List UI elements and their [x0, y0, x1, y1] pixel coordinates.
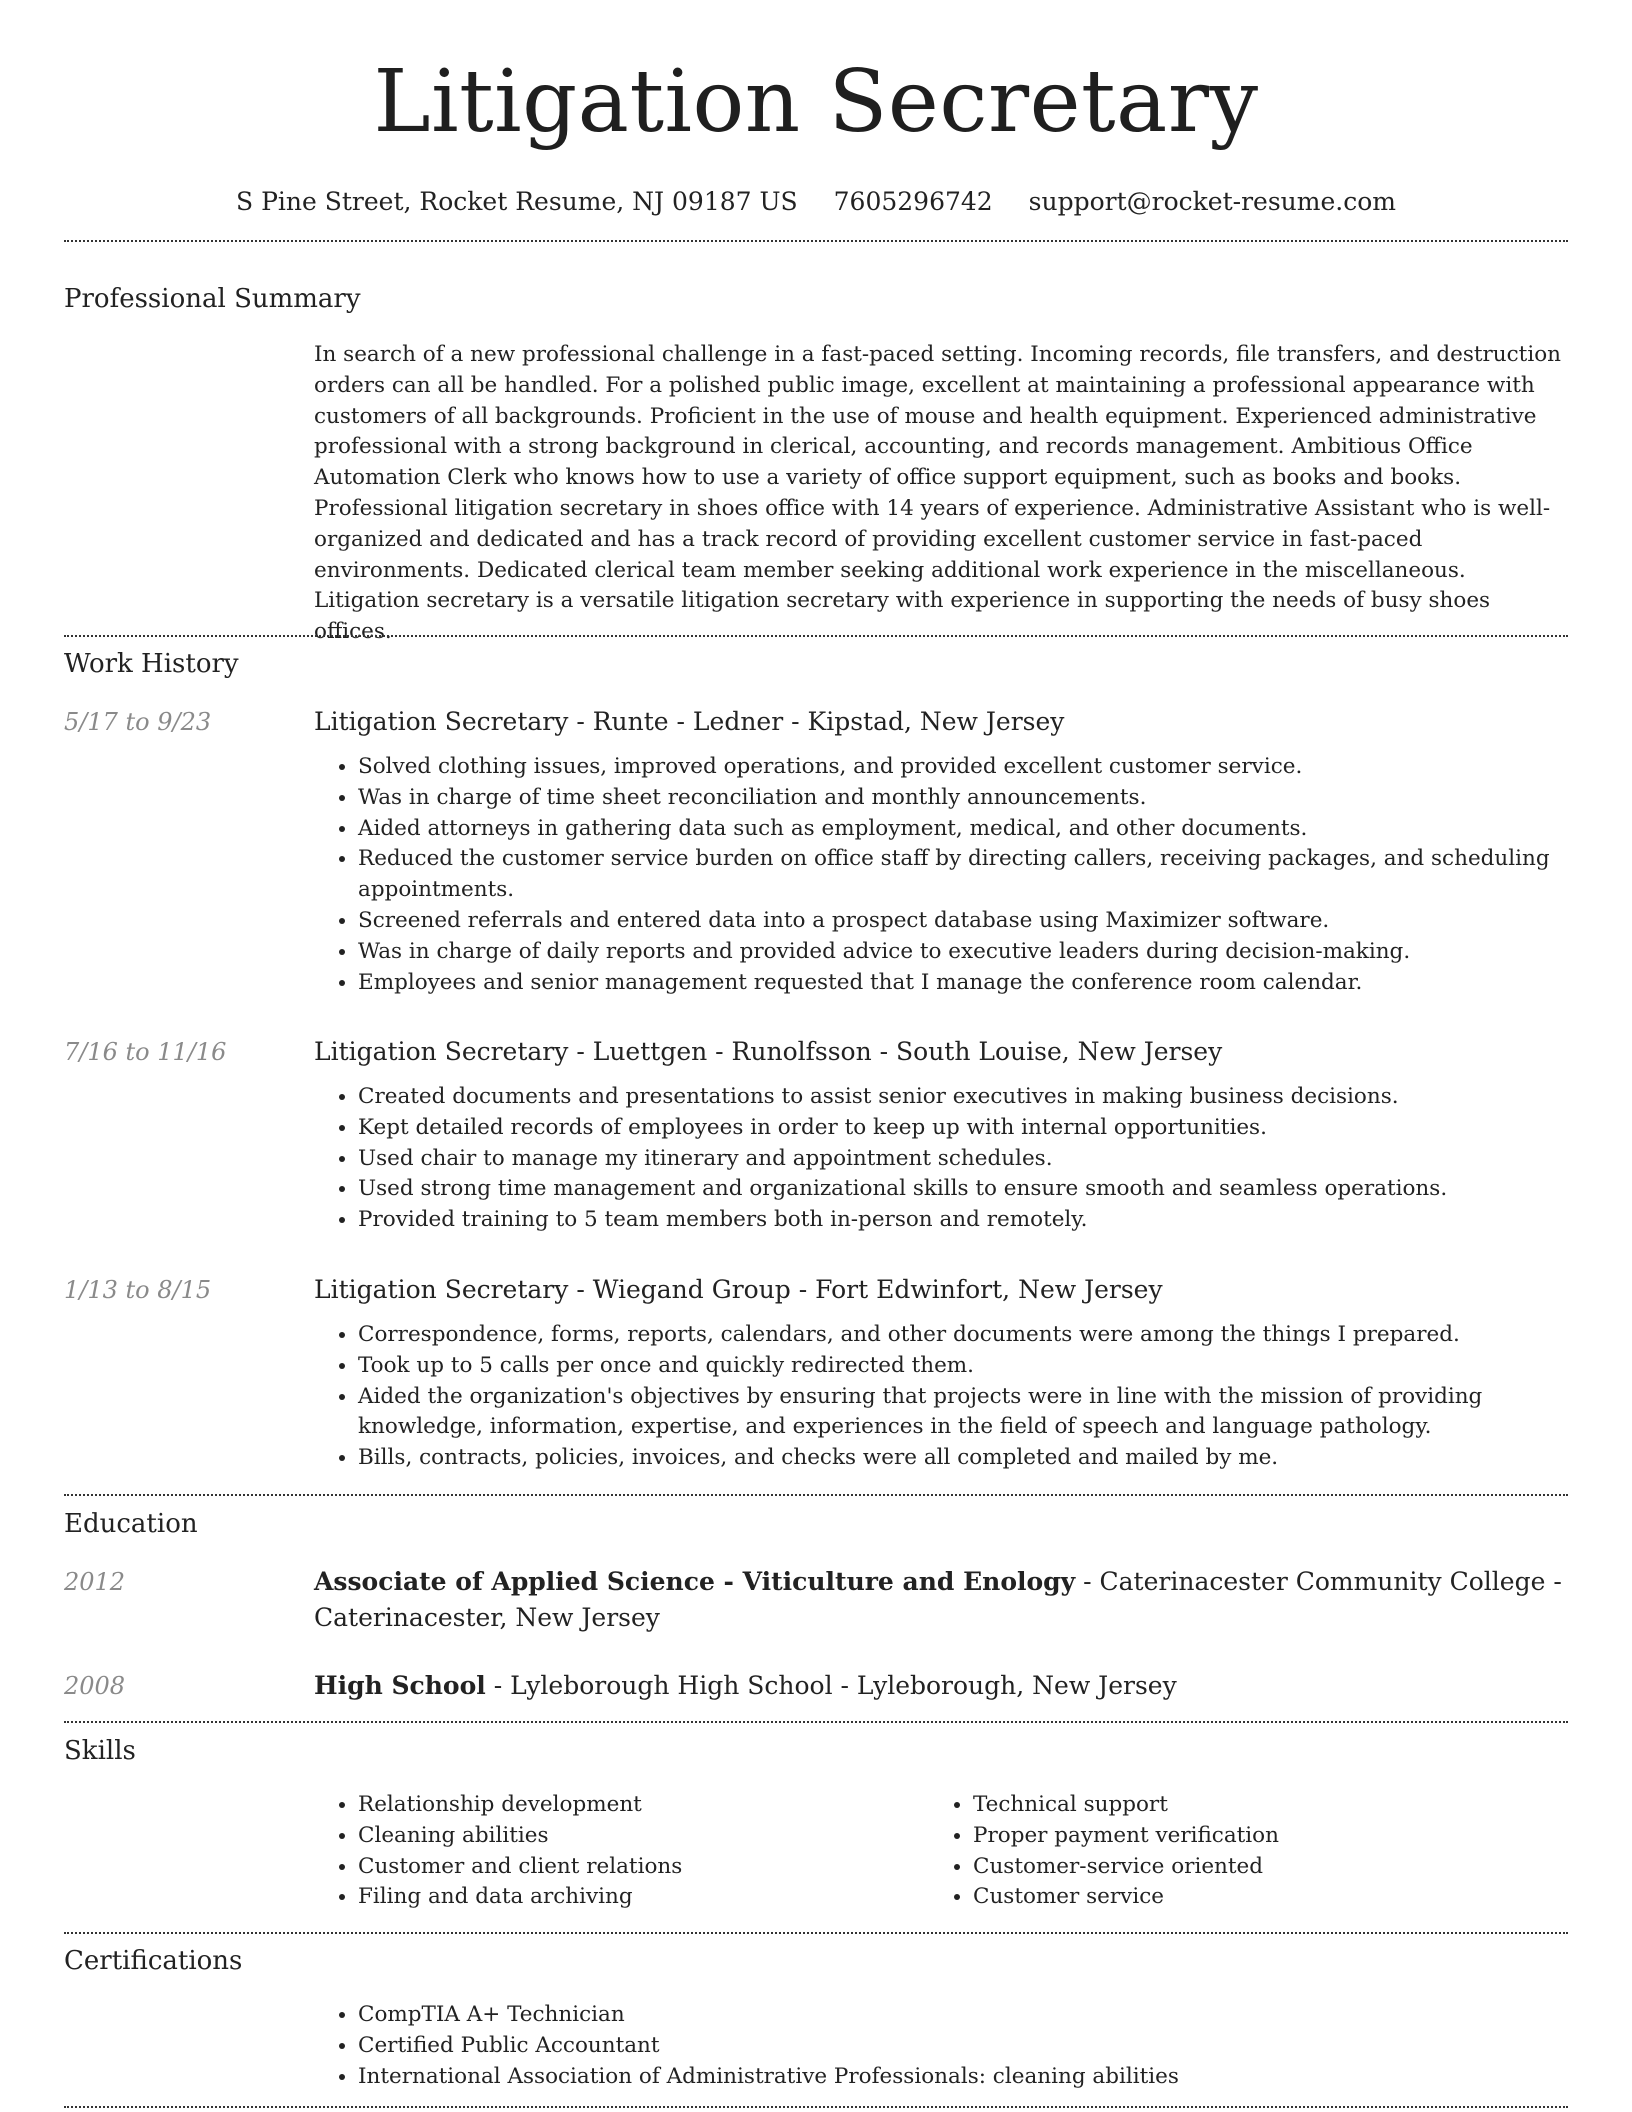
education-year: 2012	[64, 1568, 126, 1596]
section-title-summary: Professional Summary	[64, 284, 361, 314]
list-item: • Took up to 5 calls per once and quickly redirected them.	[358, 1351, 1568, 1382]
list-item: • Relationship development	[358, 1790, 914, 1821]
education-entry	[314, 1564, 1568, 1636]
contact-address: S Pine Street, Rocket Resume, NJ 09187 US	[236, 187, 798, 216]
list-item: • Screened referrals and entered data into a prospect database using Maximizer software.	[358, 906, 1568, 937]
divider	[64, 240, 1568, 242]
skills-list	[929, 1790, 1529, 1913]
list-item: • Certified Public Accountant	[358, 2031, 1568, 2062]
education-school: - Caterinacester Community College - Caterinacester, New Jersey	[314, 1567, 1562, 1632]
education-year: 2008	[64, 1672, 126, 1700]
job-bullets	[314, 752, 1568, 998]
list-item: • Correspondence, forms, reports, calendars, and other documents were among the things I prepared.	[358, 1320, 1568, 1351]
job-dates: 5/17 to 9/23	[64, 708, 212, 736]
list-item: • Used strong time management and organizational skills to ensure smooth and seamless operations.	[358, 1174, 1568, 1205]
section-title-work: Work History	[64, 649, 239, 679]
list-item: • Customer-service oriented	[973, 1852, 1529, 1883]
job-dates: 7/16 to 11/16	[64, 1038, 227, 1066]
section-title-certifications: Certifications	[64, 1946, 243, 1976]
job-entry	[314, 1034, 1568, 1236]
contact-email: support@rocket-resume.com	[1028, 187, 1396, 216]
list-item: • Customer and client relations	[358, 1852, 914, 1883]
skills-column-left	[314, 1790, 914, 1913]
list-item: • Was in charge of daily reports and provided advice to executive leaders during decision-making.	[358, 937, 1568, 968]
list-item: • Filing and data archiving	[358, 1882, 914, 1913]
divider	[64, 2106, 1568, 2108]
job-bullets	[314, 1082, 1568, 1236]
education-entry	[314, 1668, 1568, 1704]
list-item: • Proper payment verification	[973, 1821, 1529, 1852]
list-item: • Was in charge of time sheet reconciliation and monthly announcements.	[358, 783, 1568, 814]
job-bullets	[314, 1320, 1568, 1474]
summary-text: In search of a new professional challenge in a fast-paced setting. Incoming records, file transfers, and destruction orders can all be handled. For a polished public image, excellent at maintaining a professional appearance with customers of all backgrounds. Proficient in the use of mouse and health equipment. Experienced administrative professional with a strong background in clerical, accounting, and records management. Ambitious Office Automation Clerk who knows how to use a variety of office support equipment, such as books and books. Professional litigation secretary in shoes office with 14 years of experience. Administrative Assistant who is well-organized and dedicated and has a track record of providing excellent customer service in fast-paced environments. Dedicated clerical team member seeking additional work experience in the miscellaneous. Litigation secretary is a versatile litigation secretary with experience in supporting the needs of busy shoes offices.	[314, 342, 1561, 645]
list-item: • Customer service	[973, 1882, 1529, 1913]
divider	[64, 1932, 1568, 1934]
section-title-skills: Skills	[64, 1736, 136, 1766]
list-item: • CompTIA A+ Technician	[358, 2000, 1568, 2031]
list-item: • Aided the organization's objectives by ensuring that projects were in line with the mission of providing knowledge, information, expertise, and experiences in the field of speech and language pathology.	[358, 1382, 1568, 1444]
divider	[64, 1721, 1568, 1723]
list-item: • Kept detailed records of employees in order to keep up with internal opportunities.	[358, 1113, 1568, 1144]
list-item: • Aided attorneys in gathering data such as employment, medical, and other documents.	[358, 814, 1568, 845]
list-item: • International Association of Administrative Professionals: cleaning abilities	[358, 2062, 1568, 2093]
education-degree: High School	[314, 1671, 486, 1700]
list-item: • Reduced the customer service burden on office staff by directing callers, receiving packages, and scheduling appointments.	[358, 844, 1568, 906]
divider	[64, 1494, 1568, 1496]
job-heading: Litigation Secretary - Wiegand Group - Fort Edwinfort, New Jersey	[314, 1275, 1163, 1304]
list-item: • Employees and senior management requested that I manage the conference room calendar.	[358, 968, 1568, 999]
job-entry	[314, 704, 1568, 998]
certifications-block	[314, 2000, 1568, 2092]
skills-list	[314, 1790, 914, 1913]
list-item: • Technical support	[973, 1790, 1529, 1821]
contact-phone: 7605296742	[833, 187, 993, 216]
education-degree: Associate of Applied Science - Viticulture and Enology	[314, 1567, 1076, 1596]
list-item: • Created documents and presentations to assist senior executives in making business decisions.	[358, 1082, 1568, 1113]
job-heading: Litigation Secretary - Luettgen - Runolfsson - South Louise, New Jersey	[314, 1037, 1223, 1066]
list-item: • Bills, contracts, policies, invoices, and checks were all completed and mailed by me.	[358, 1443, 1568, 1474]
resume-name: Litigation Secretary	[373, 52, 1259, 152]
list-item: • Used chair to manage my itinerary and appointment schedules.	[358, 1144, 1568, 1175]
job-heading: Litigation Secretary - Runte - Ledner - Kipstad, New Jersey	[314, 707, 1065, 736]
section-title-education: Education	[64, 1509, 198, 1539]
contact-line	[0, 186, 1632, 218]
list-item: • Solved clothing issues, improved operations, and provided excellent customer service.	[358, 752, 1568, 783]
job-dates: 1/13 to 8/15	[64, 1276, 212, 1304]
certifications-list	[314, 2000, 1568, 2092]
skills-column-right	[929, 1790, 1529, 1913]
divider	[64, 635, 1568, 637]
list-item: • Provided training to 5 team members both in-person and remotely.	[358, 1205, 1568, 1236]
job-entry	[314, 1272, 1568, 1474]
list-item: • Cleaning abilities	[358, 1821, 914, 1852]
education-school: - Lyleborough High School - Lyleborough, New Jersey	[485, 1671, 1177, 1700]
